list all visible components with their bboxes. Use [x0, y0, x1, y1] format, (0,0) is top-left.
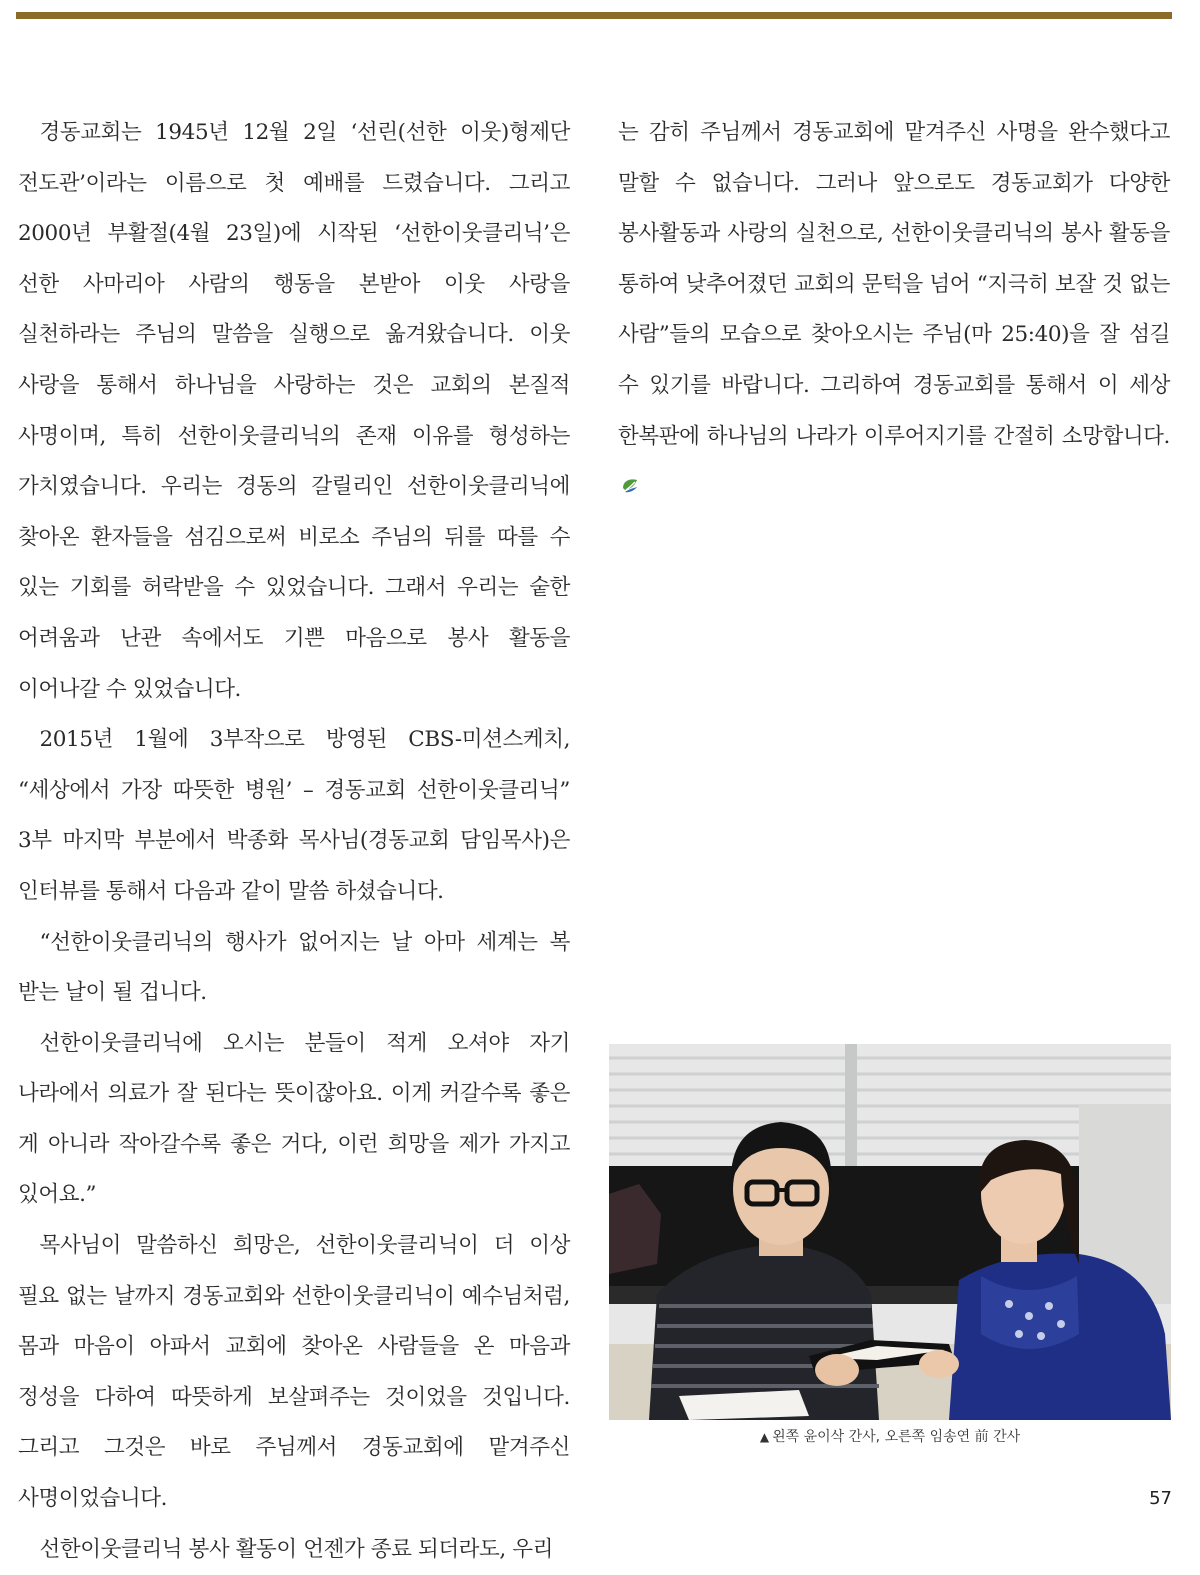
- paragraph-continued: [618, 108, 1170, 513]
- paragraph: 선한이웃클리닉에 오시는 분들이 적게 오셔야 자기 나라에서 의료가 잘 된다는 뜻이잖아요. 이게 커갈수록 좋은 게 아니라 작아갈수록 좋은 거다, 이런 희망을 제가 가지고 있어요.”: [18, 1030, 570, 1208]
- article-left-column: [18, 108, 570, 1575]
- paragraph: 2015년 1월에 3부작으로 방영된 CBS-미션스케치, “세상에서 가장 따뜻한 병원’ – 경동교회 선한이웃클리닉” 3부 마지막 부분에서 박종화 목사님(경동교회 담임목사)은 인터뷰를 통해서 다음과 같이 말씀 하셨습니다.: [18, 727, 570, 904]
- paragraph: “선한이웃클리닉의 행사가 없어지는 날 아마 세계는 복 받는 날이 될 겁니다.: [18, 929, 570, 1006]
- photo-two-people-reading-bible: [609, 1044, 1171, 1420]
- photo: [609, 1044, 1171, 1420]
- caption-marker: ▲: [759, 1430, 770, 1444]
- paragraph: 경동교회는 1945년 12월 2일 ‘선린(선한 이웃)형제단 전도관’이라는 이름으로 첫 예배를 드렸습니다. 그리고 2000년 부활절(4월 23일)에 시작된 ‘선한이웃클리닉’은 선한 사마리아 사람의 행동을 본받아 이웃 사랑을 실천하라는 주님의 말씀을 실행으로 옮겨왔습니다. 이웃 사랑을 통해서 하나님을 사랑하는 것은 교회의 본질적 사명이며, 특히 선한이웃클리닉의 존재 이유를 형성하는 가치였습니다. 우리는 경동의 갈릴리인 선한이웃클리닉에 찾아온 환자들을 섬김으로써 비로소 주님의 뒤를 따를 수 있는 기회를 허락받을 수 있었습니다. 그래서 우리는 숱한 어려움과 난관 속에서도 기쁜 마음으로 봉사 활동을 이어나갈 수 있었습니다.: [18, 120, 570, 702]
- photo-caption: [609, 1426, 1171, 1446]
- paragraph: 선한이웃클리닉 봉사 활동이 언젠가 종료 되더라도, 우리: [39, 1536, 554, 1562]
- caption-text: 왼쪽 윤이삭 간사, 오른쪽 임송연 前 간사: [772, 1429, 1021, 1445]
- top-rule: [16, 12, 1172, 19]
- article-right-column: [618, 108, 1170, 513]
- page-number: 57: [1149, 1488, 1172, 1509]
- paragraph-text: 는 감히 주님께서 경동교회에 맡겨주신 사명을 완수했다고 말할 수 없습니다. 그러나 앞으로도 경동교회가 다양한 봉사활동과 사랑의 실천으로, 선한이웃클리닉의 봉사 활동을 통하여 낮추어졌던 교회의 문턱을 넘어 “지극히 보잘 것 없는 사람”들의 모습으로 찾아오시는 주님(마 25:40)을 잘 섬길 수 있기를 바랍니다. 그리하여 경동교회를 통해서 이 세상 한복판에 하나님의 나라가 이루어지기를 간절히 소망합니다.: [618, 120, 1170, 449]
- leaf-logo-icon: [620, 476, 640, 496]
- paragraph: 목사님이 말씀하신 희망은, 선한이웃클리닉이 더 이상 필요 없는 날까지 경동교회와 선한이웃클리닉이 예수님처럼, 몸과 마음이 아파서 교회에 찾아온 사람들을 온 마음과 정성을 다하여 따뜻하게 보살펴주는 것이었을 것입니다. 그리고 그것은 바로 주님께서 경동교회에 맡겨주신 사명이었습니다.: [18, 1233, 570, 1512]
